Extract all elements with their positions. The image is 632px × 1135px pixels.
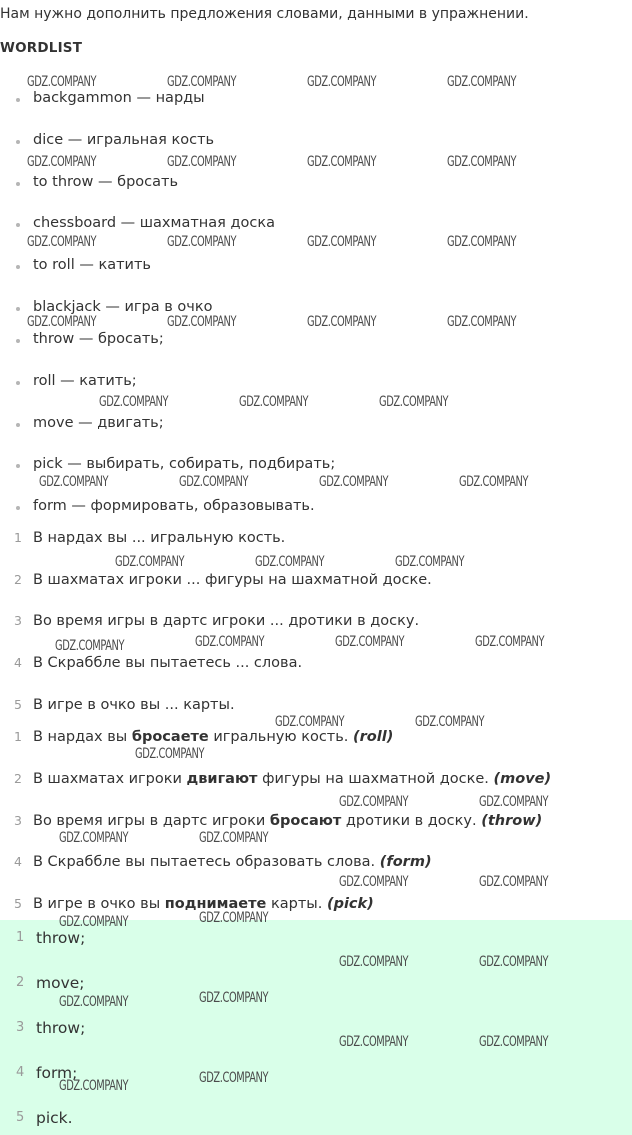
watermark: GDZ.COMPANY — [307, 314, 377, 330]
answer-word: двигают — [186, 771, 258, 787]
answer-panel — [0, 920, 632, 1135]
watermark: GDZ.COMPANY — [59, 830, 129, 846]
watermark: GDZ.COMPANY — [199, 990, 269, 1006]
watermark: GDZ.COMPANY — [275, 714, 345, 730]
intro-text: Нам нужно дополнить предложения словами, данными в упражнении. — [0, 6, 529, 22]
watermark: GDZ.COMPANY — [199, 830, 269, 846]
bullet-icon — [16, 98, 20, 102]
watermark: GDZ.COMPANY — [199, 1070, 269, 1086]
watermark: GDZ.COMPANY — [339, 874, 409, 890]
watermark: GDZ.COMPANY — [479, 954, 549, 970]
answer-hint: (move) — [493, 771, 552, 787]
watermark: GDZ.COMPANY — [339, 1034, 409, 1050]
watermark: GDZ.COMPANY — [339, 794, 409, 810]
watermark: GDZ.COMPANY — [335, 634, 405, 650]
answer-hint: (form) — [379, 854, 432, 870]
watermark: GDZ.COMPANY — [199, 910, 269, 926]
watermark: GDZ.COMPANY — [447, 74, 517, 90]
watermark: GDZ.COMPANY — [167, 234, 237, 250]
watermark: GDZ.COMPANY — [195, 634, 265, 650]
watermark: GDZ.COMPANY — [115, 554, 185, 570]
answer-word: поднимаете — [164, 896, 267, 912]
bullet-icon — [16, 381, 20, 385]
answer-word: бросаете — [131, 729, 209, 745]
bullet-icon — [16, 223, 20, 227]
watermark: GDZ.COMPANY — [27, 74, 97, 90]
answer-hint: (pick) — [326, 896, 374, 912]
watermark: GDZ.COMPANY — [395, 554, 465, 570]
watermark: GDZ.COMPANY — [39, 474, 109, 490]
bullet-icon — [16, 140, 20, 144]
watermark: GDZ.COMPANY — [239, 394, 309, 410]
watermark: GDZ.COMPANY — [415, 714, 485, 730]
watermark: GDZ.COMPANY — [307, 234, 377, 250]
watermark: GDZ.COMPANY — [59, 914, 129, 930]
bullet-icon — [16, 307, 20, 311]
watermark: GDZ.COMPANY — [55, 638, 125, 654]
watermark: GDZ.COMPANY — [167, 74, 237, 90]
watermark: GDZ.COMPANY — [307, 74, 377, 90]
watermark: GDZ.COMPANY — [459, 474, 529, 490]
watermark: GDZ.COMPANY — [479, 874, 549, 890]
watermark: GDZ.COMPANY — [135, 746, 205, 762]
watermark: GDZ.COMPANY — [167, 314, 237, 330]
answer-hint: (roll) — [353, 729, 394, 745]
watermark: GDZ.COMPANY — [339, 954, 409, 970]
watermark: GDZ.COMPANY — [379, 394, 449, 410]
watermark: GDZ.COMPANY — [59, 994, 129, 1010]
bullet-icon — [16, 423, 20, 427]
watermark: GDZ.COMPANY — [59, 1078, 129, 1094]
watermark: GDZ.COMPANY — [479, 1034, 549, 1050]
watermark: GDZ.COMPANY — [27, 234, 97, 250]
watermark: GDZ.COMPANY — [447, 154, 517, 170]
watermark: GDZ.COMPANY — [319, 474, 389, 490]
bullet-icon — [16, 339, 20, 343]
watermark: GDZ.COMPANY — [307, 154, 377, 170]
watermark: GDZ.COMPANY — [479, 794, 549, 810]
bullet-icon — [16, 506, 20, 510]
watermark: GDZ.COMPANY — [99, 394, 169, 410]
bullet-icon — [16, 182, 20, 186]
watermark: GDZ.COMPANY — [255, 554, 325, 570]
wordlist-heading: WORDLIST — [0, 40, 83, 56]
watermark: GDZ.COMPANY — [447, 234, 517, 250]
answer-word: бросают — [269, 813, 342, 829]
watermark: GDZ.COMPANY — [179, 474, 249, 490]
watermark: GDZ.COMPANY — [167, 154, 237, 170]
bullet-icon — [16, 464, 20, 468]
watermark: GDZ.COMPANY — [27, 154, 97, 170]
watermark: GDZ.COMPANY — [27, 314, 97, 330]
watermark: GDZ.COMPANY — [447, 314, 517, 330]
bullet-icon — [16, 265, 20, 269]
answer-hint: (throw) — [481, 813, 543, 829]
watermark: GDZ.COMPANY — [475, 634, 545, 650]
